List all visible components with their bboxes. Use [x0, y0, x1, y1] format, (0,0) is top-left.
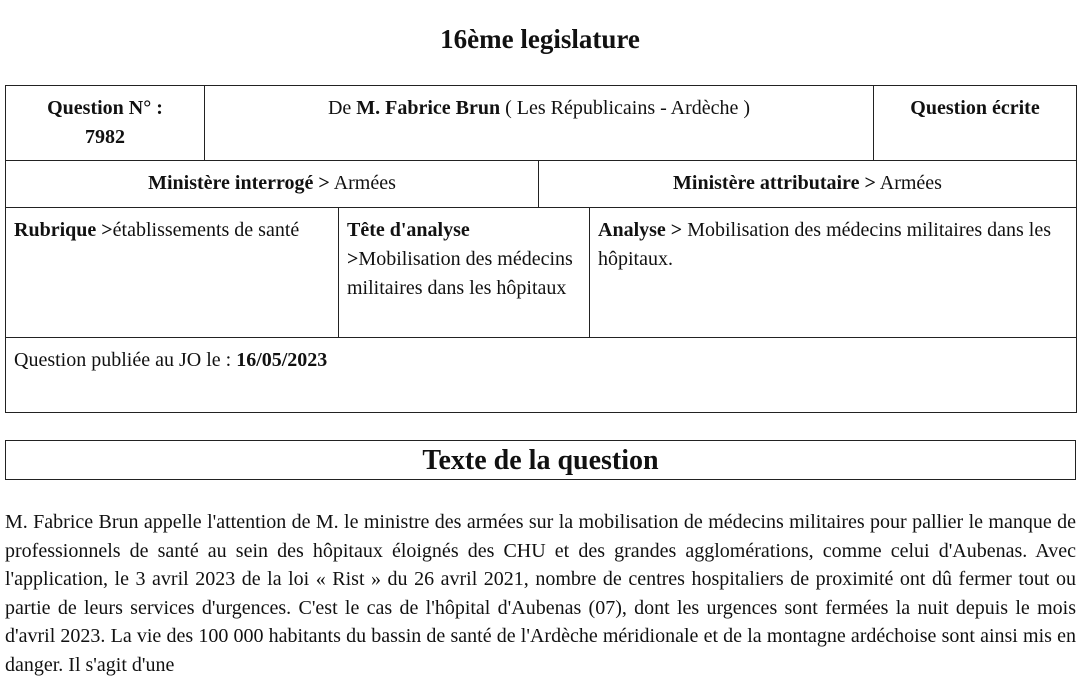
ministere-attributaire-cell: [539, 161, 1077, 208]
analyse-cell: [590, 208, 1077, 338]
author-prefix: De: [327, 97, 352, 119]
publication-cell: [6, 338, 1077, 413]
analyse-value: Mobilisation des médecins militaires dans les hôpitaux.: [598, 219, 1052, 270]
question-type: Question écrite: [910, 97, 1040, 119]
tete-analyse-value: Mobilisation des médecins militaires dans les hôpitaux: [347, 248, 573, 299]
ministere-interroge-label: Ministère interrogé >: [148, 172, 330, 194]
page-title: 16ème legislature: [440, 24, 640, 54]
publication-date: 16/05/2023: [236, 349, 328, 371]
rubrique-cell: [6, 208, 339, 338]
rubrique-value: établissements de santé: [112, 219, 300, 241]
ministere-interroge-value: Armées: [333, 172, 396, 194]
rubrique-label: Rubrique >: [14, 219, 113, 241]
question-type-cell: [874, 86, 1077, 161]
ministere-attributaire-value: Armées: [879, 172, 942, 194]
question-info-table: [5, 85, 1077, 413]
author-group: ( Les Républicains - Ardèche ): [505, 97, 751, 119]
author-cell: [205, 86, 874, 161]
analyse-label: Analyse >: [598, 219, 683, 241]
tete-analyse-cell: [339, 208, 590, 338]
question-number: 7982: [85, 126, 125, 148]
tete-analyse-arrow: >: [347, 248, 359, 270]
tete-analyse-label: Tête d'analyse: [347, 219, 470, 241]
question-number-label: Question N° :: [47, 97, 163, 119]
publication-label: Question publiée au JO le :: [14, 349, 232, 371]
question-body-text: M. Fabrice Brun appelle l'attention de M. le ministre des armées sur la mobilisation de médecins militaires pour pallier le manque de professionnels de santé au sein des hôpitaux éloignés des CHU et des grandes agglomérations, comme celui d'Aubenas. Avec l'application, le 3 avril 2023 de la loi « Rist » du 26 avril 2021, nombre de centres hospitaliers de proximité ont dû fermer tout ou partie de leurs services d'urgences. C'est le cas de l'hôpital d'Aubenas (07), dont les urgences sont fermées la nuit depuis le mois d'avril 2023. La vie des 100 000 habitants du bassin de santé de l'Ardèche méridionale et de la montagne ardéchoise sont ainsi mis en danger. Il s'agit d'une: [5, 511, 1076, 676]
question-number-cell: [6, 86, 205, 161]
section-title: Texte de la question: [5, 440, 1076, 480]
author-name: M. Fabrice Brun: [356, 97, 501, 119]
ministere-interroge-cell: [6, 161, 539, 208]
ministere-attributaire-label: Ministère attributaire >: [673, 172, 876, 194]
